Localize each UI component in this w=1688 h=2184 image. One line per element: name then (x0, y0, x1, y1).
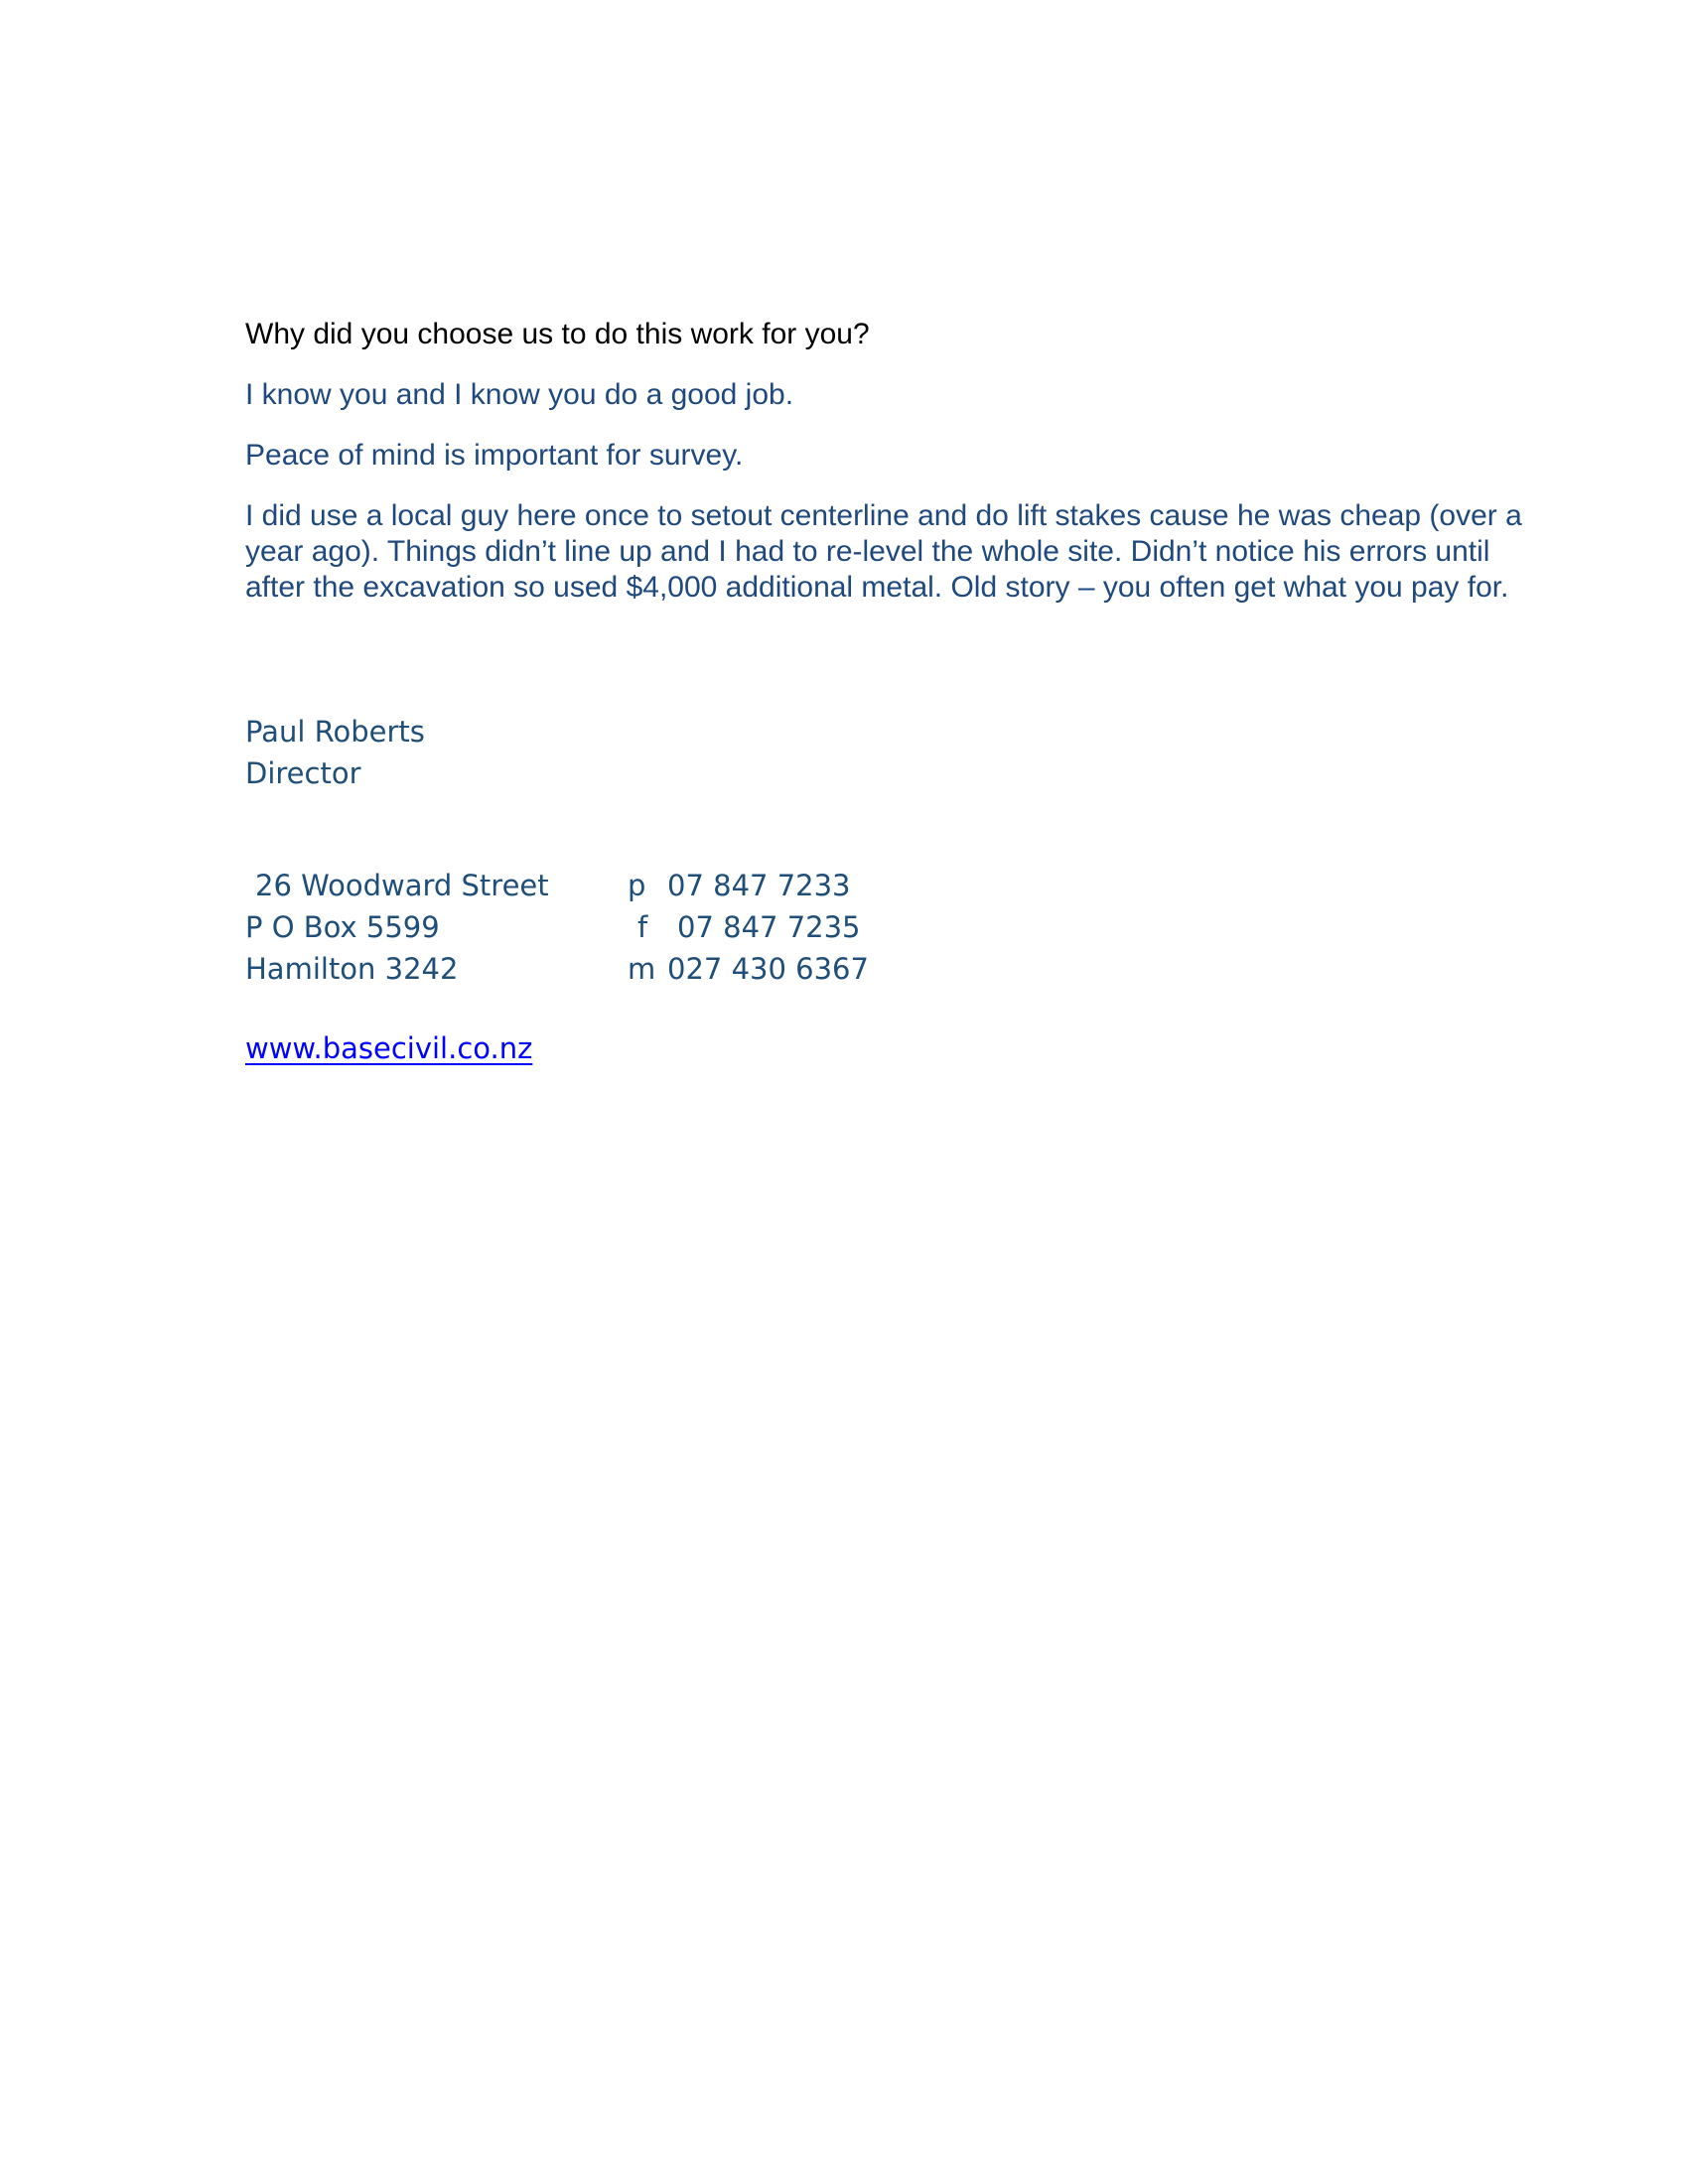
story-line-1: I did use a local guy here once to setout centerline and do lift stakes cause he was cheap (over a (245, 499, 1522, 532)
phone-prefix-f: f (637, 910, 648, 944)
signature-name: Paul Roberts (245, 715, 425, 749)
phone-work (628, 865, 851, 906)
signature-title: Director (245, 756, 361, 790)
phone-number-work: 07 847 7233 (667, 869, 851, 902)
phone-fax (628, 906, 861, 948)
contact-row (245, 865, 1450, 906)
contact-block (245, 865, 1450, 990)
phone-mobile (628, 948, 869, 990)
phone-number-fax: 07 847 7235 (677, 910, 861, 944)
contact-row (245, 906, 1450, 948)
signature-block (245, 711, 1450, 794)
address-pobox: P O Box 5599 (245, 910, 440, 944)
phone-prefix-m: m (628, 952, 656, 986)
story-line-2: year ago). Things didn’t line up and I had to re-level the whole site. Didn’t notice his errors until (245, 535, 1490, 568)
question-line: Why did you choose us to do this work for you? (245, 318, 870, 350)
website-row (245, 1027, 1450, 1069)
story-paragraph (245, 498, 1522, 606)
phone-prefix-p: p (628, 869, 646, 902)
address-street: 26 Woodward Street (255, 869, 549, 902)
email-body (245, 317, 1522, 606)
answer-line-2: Peace of mind is important for survey. (245, 439, 744, 472)
story-line-3: after the excavation so used $4,000 additional metal. Old story – you often get what you pay for. (245, 571, 1509, 604)
answer-line-1: I know you and I know you do a good job. (245, 378, 794, 411)
phone-number-mobile: 027 430 6367 (667, 952, 869, 986)
website-link[interactable]: www.basecivil.co.nz (245, 1031, 533, 1065)
address-city: Hamilton 3242 (245, 952, 459, 986)
contact-row (245, 948, 1450, 990)
